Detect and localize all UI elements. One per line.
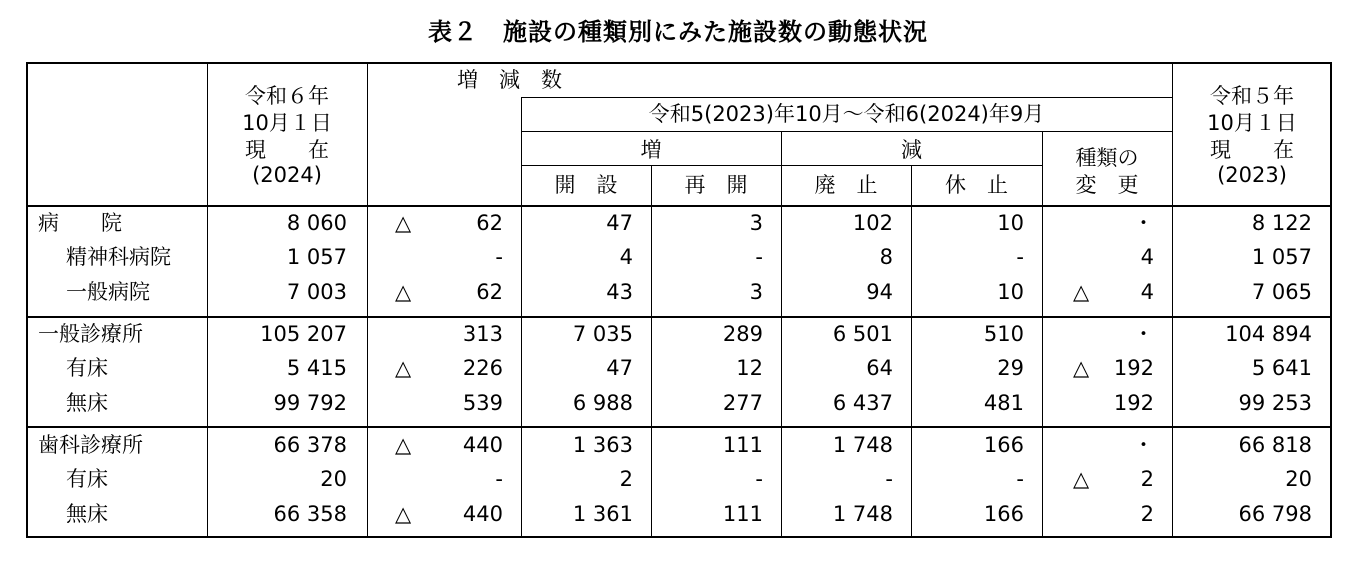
- cell-diff: 62: [476, 211, 503, 235]
- header-suspend: 休 止: [945, 173, 1008, 197]
- cell-2024: 7 003: [286, 280, 347, 304]
- header-2023-line: 現 在: [1210, 138, 1294, 162]
- group-rule-1: [26, 316, 1332, 318]
- cell-abolish: 1 748: [832, 502, 893, 526]
- cell-reopen: 3: [749, 211, 763, 235]
- cell-reopen: 111: [722, 433, 763, 457]
- cell-abolish: 6 437: [832, 391, 893, 415]
- header-2024-line: 令和６年: [245, 84, 329, 108]
- cell-open: 47: [606, 211, 633, 235]
- cell-2024: 99 792: [273, 391, 347, 415]
- cell-diff: -: [495, 467, 503, 491]
- header-reopen: 再 開: [684, 173, 748, 197]
- cell-open: 2: [619, 467, 633, 491]
- cell-diff: 440: [462, 502, 503, 526]
- cell-suspend: -: [1016, 467, 1024, 491]
- cell-2023: 1 057: [1251, 245, 1312, 269]
- row-label: 歯科診療所: [38, 433, 143, 457]
- cell-type-change: 4: [1140, 245, 1154, 269]
- row-label: 有床: [66, 356, 108, 380]
- cell-suspend: 510: [983, 322, 1024, 346]
- cell-2024: 5 415: [286, 356, 347, 380]
- cell-2023: 104 894: [1225, 322, 1312, 346]
- row-label: 有床: [66, 467, 108, 491]
- cell-diff: 226: [462, 356, 503, 380]
- group-rule-2: [26, 426, 1332, 428]
- cell-reopen: -: [755, 467, 763, 491]
- cell-open: 7 035: [572, 322, 633, 346]
- cell-reopen: 277: [722, 391, 763, 415]
- row-label: 一般病院: [66, 280, 150, 304]
- cell-diff: 313: [462, 322, 503, 346]
- cell-type-change: ・: [1133, 322, 1154, 346]
- triangle-mark: △: [1073, 467, 1090, 491]
- cell-2024: 20: [320, 467, 347, 491]
- cell-diff: -: [495, 245, 503, 269]
- header-type-change-1: 種類の: [1075, 146, 1139, 170]
- cell-suspend: 481: [983, 391, 1024, 415]
- cell-suspend: 10: [997, 211, 1024, 235]
- cell-abolish: 64: [866, 356, 893, 380]
- triangle-mark: △: [395, 502, 412, 526]
- cell-2024: 105 207: [260, 322, 347, 346]
- cell-type-change: ・: [1133, 433, 1154, 457]
- cell-type-change: 2: [1140, 467, 1154, 491]
- header-rule-incdec: [521, 131, 1172, 132]
- header-decrease: 減: [901, 138, 922, 162]
- header-2024-line: 現 在: [245, 138, 329, 162]
- cell-type-change: 192: [1113, 356, 1154, 380]
- cell-2024: 8 060: [286, 211, 347, 235]
- header-2023-line: 10月１日: [1207, 111, 1297, 135]
- cell-abolish: -: [885, 467, 893, 491]
- cell-abolish: 94: [866, 280, 893, 304]
- cell-abolish: 8: [879, 245, 893, 269]
- triangle-mark: △: [395, 280, 412, 304]
- cell-open: 47: [606, 356, 633, 380]
- cell-diff: 539: [462, 391, 503, 415]
- cell-type-change: 4: [1140, 280, 1154, 304]
- cell-open: 1 361: [572, 502, 633, 526]
- header-period: 令和5(2023)年10月～令和6(2024)年9月: [648, 102, 1045, 126]
- row-label: 精神科病院: [66, 245, 171, 269]
- header-abolish: 廃 止: [814, 173, 878, 197]
- cell-2023: 5 641: [1251, 356, 1312, 380]
- cell-abolish: 6 501: [832, 322, 893, 346]
- cell-suspend: 166: [983, 502, 1024, 526]
- cell-2023: 99 253: [1238, 391, 1312, 415]
- cell-2024: 1 057: [286, 245, 347, 269]
- cell-type-change: ・: [1133, 211, 1154, 235]
- cell-2023: 66 818: [1238, 433, 1312, 457]
- row-label: 無床: [66, 391, 108, 415]
- cell-abolish: 1 748: [832, 433, 893, 457]
- header-change-title: 増 減 数: [457, 68, 562, 92]
- header-rule-period: [521, 97, 1172, 98]
- cell-reopen: 3: [749, 280, 763, 304]
- header-type-change-2: 変 更: [1075, 173, 1139, 197]
- cell-type-change: 192: [1113, 391, 1154, 415]
- cell-abolish: 102: [852, 211, 893, 235]
- cell-2023: 8 122: [1251, 211, 1312, 235]
- cell-reopen: 289: [722, 322, 763, 346]
- header-2023-line: (2023): [1217, 163, 1287, 187]
- cell-suspend: -: [1016, 245, 1024, 269]
- cell-open: 6 988: [572, 391, 633, 415]
- cell-suspend: 10: [997, 280, 1024, 304]
- cell-suspend: 166: [983, 433, 1024, 457]
- header-2024-line: 10月１日: [242, 111, 332, 135]
- triangle-mark: △: [1073, 356, 1090, 380]
- cell-reopen: 12: [736, 356, 763, 380]
- row-label: 無床: [66, 502, 108, 526]
- cell-diff: 440: [462, 433, 503, 457]
- table-title: 表２ 施設の種類別にみた施設数の動態状況: [428, 18, 928, 46]
- cell-diff: 62: [476, 280, 503, 304]
- cell-2023: 20: [1285, 467, 1312, 491]
- cell-2024: 66 358: [273, 502, 347, 526]
- header-bottom-rule: [26, 205, 1332, 207]
- cell-open: 1 363: [572, 433, 633, 457]
- cell-type-change: 2: [1140, 502, 1154, 526]
- header-open: 開 設: [554, 173, 618, 197]
- triangle-mark: △: [395, 356, 412, 380]
- header-2024-line: (2024): [252, 163, 322, 187]
- cell-2023: 7 065: [1251, 280, 1312, 304]
- triangle-mark: △: [1073, 280, 1090, 304]
- cell-open: 43: [606, 280, 633, 304]
- row-label: 一般診療所: [38, 322, 143, 346]
- header-2023-line: 令和５年: [1210, 84, 1294, 108]
- header-increase: 増: [640, 138, 662, 162]
- cell-2023: 66 798: [1238, 502, 1312, 526]
- cell-reopen: 111: [722, 502, 763, 526]
- cell-2024: 66 378: [273, 433, 347, 457]
- triangle-mark: △: [395, 433, 412, 457]
- cell-reopen: -: [755, 245, 763, 269]
- row-label: 病 院: [38, 211, 122, 235]
- cell-suspend: 29: [997, 356, 1024, 380]
- triangle-mark: △: [395, 211, 412, 235]
- cell-open: 4: [619, 245, 633, 269]
